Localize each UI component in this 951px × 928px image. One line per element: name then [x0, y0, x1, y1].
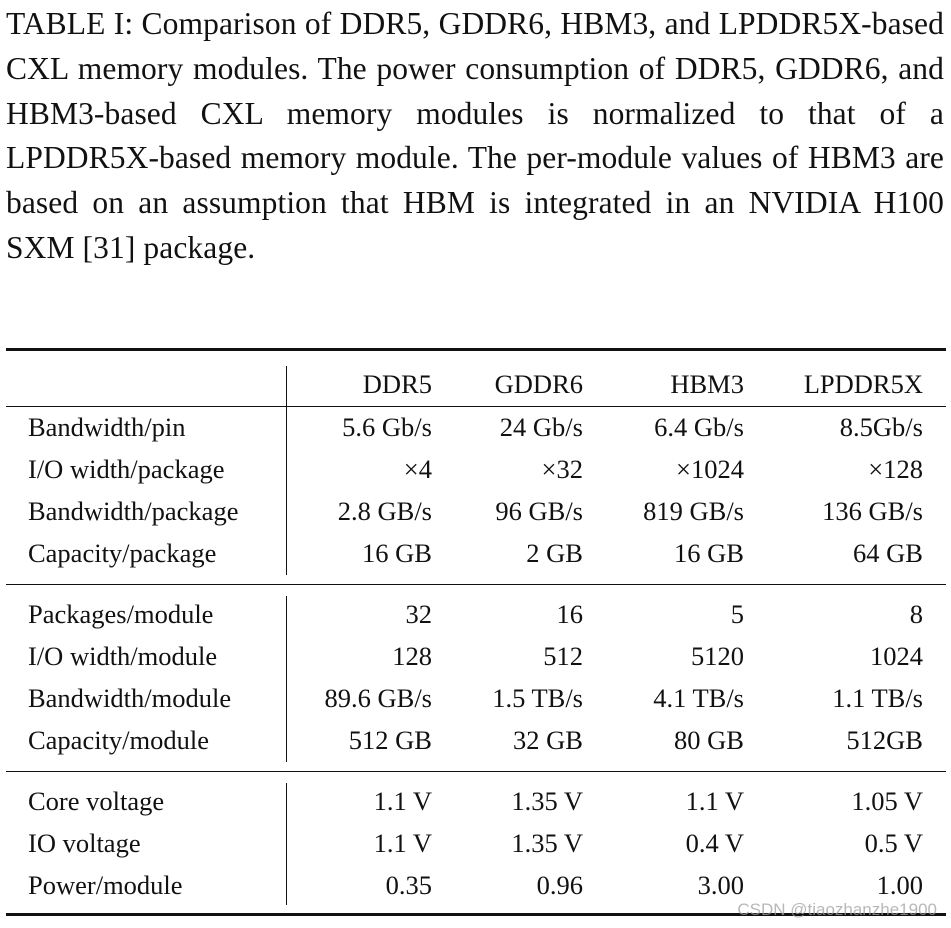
table-cell: 8.5Gb/s: [839, 412, 923, 442]
column-header: DDR5: [362, 369, 432, 399]
table-top-rule: [6, 348, 946, 351]
table-cell: 128: [392, 641, 432, 671]
table-cell: 1024: [870, 641, 923, 671]
table-cell: 1.35 V: [511, 828, 583, 858]
table-cell: 80 GB: [674, 725, 744, 755]
table-cell: 1.5 TB/s: [492, 683, 583, 713]
table-cell: 1.1 V: [373, 786, 432, 816]
table-cell: 5120: [691, 641, 744, 671]
table-rule: [6, 771, 946, 772]
row-label: Packages/module: [28, 599, 214, 629]
row-label: I/O width/module: [28, 641, 218, 671]
row-label: Bandwidth/package: [28, 496, 239, 526]
table-cell: 512: [543, 641, 583, 671]
row-label: Capacity/module: [28, 725, 210, 755]
row-label: IO voltage: [28, 828, 141, 858]
table-cell: 0.5 V: [864, 828, 923, 858]
table-cell: 16 GB: [362, 538, 432, 568]
table-cell: 136 GB/s: [822, 496, 923, 526]
table-cell: 1.1 TB/s: [832, 683, 923, 713]
table-cell: 1.00: [876, 870, 923, 900]
row-label: Bandwidth/module: [28, 683, 232, 713]
row-label: Capacity/package: [28, 538, 217, 568]
row-label: Bandwidth/pin: [28, 412, 186, 442]
table-cell: 5: [730, 599, 744, 629]
table-cell: 5.6 Gb/s: [342, 412, 432, 442]
table-column-separator: [286, 596, 287, 762]
column-header: LPDDR5X: [803, 369, 923, 399]
table-cell: 0.96: [536, 870, 583, 900]
column-header: GDDR6: [494, 369, 583, 399]
table-cell: 16 GB: [674, 538, 744, 568]
table-column-separator: [286, 783, 287, 905]
watermark: CSDN @tiaozhanzhe1900: [737, 900, 937, 919]
table-cell: 32: [405, 599, 432, 629]
table-cell: 0.35: [385, 870, 432, 900]
table-cell: 6.4 Gb/s: [654, 412, 744, 442]
table-cell: 32 GB: [513, 725, 583, 755]
table-cell: 2 GB: [526, 538, 583, 568]
table-rule: [6, 584, 946, 585]
table-cell: 1.1 V: [685, 786, 744, 816]
table-cell: 819 GB/s: [643, 496, 744, 526]
table-rule: [6, 406, 946, 407]
table-cell: 1.05 V: [851, 786, 923, 816]
table-cell: 512GB: [846, 725, 923, 755]
table-cell: ×32: [541, 454, 583, 484]
row-label: Power/module: [28, 870, 183, 900]
table-cell: 512 GB: [348, 725, 432, 755]
column-header: HBM3: [670, 369, 744, 399]
table-cell: 89.6 GB/s: [324, 683, 432, 713]
row-label: I/O width/package: [28, 454, 225, 484]
table-cell: 2.8 GB/s: [337, 496, 432, 526]
table-cell: 0.4 V: [685, 828, 744, 858]
table-cell: 16: [556, 599, 583, 629]
row-label: Core voltage: [28, 786, 165, 816]
table-cell: ×4: [403, 454, 432, 484]
table-cell: 64 GB: [853, 538, 923, 568]
table-cell: 1.1 V: [373, 828, 432, 858]
table-cell: 3.00: [697, 870, 744, 900]
table-column-separator: [286, 406, 287, 575]
table-cell: 4.1 TB/s: [653, 683, 744, 713]
table-cell: ×128: [868, 454, 923, 484]
table-column-separator: [286, 366, 287, 406]
table-caption: TABLE I: Comparison of DDR5, GDDR6, HBM3, and LPDDR5X-based CXL memory modules. The power consumption of DDR5, GDDR6, and HBM3-based CXL memory modules is normalized to that of a LPDDR5X-based memory module. The per-module values of HBM3 are based on an assumption that HBM is integrated in an NVIDIA H100 SXM [31] package.: [6, 6, 944, 265]
table-cell: 24 Gb/s: [499, 412, 583, 442]
table-cell: 8: [909, 599, 923, 629]
table-cell: 1.35 V: [511, 786, 583, 816]
table-cell: ×1024: [676, 454, 744, 484]
table-cell: 96 GB/s: [495, 496, 583, 526]
